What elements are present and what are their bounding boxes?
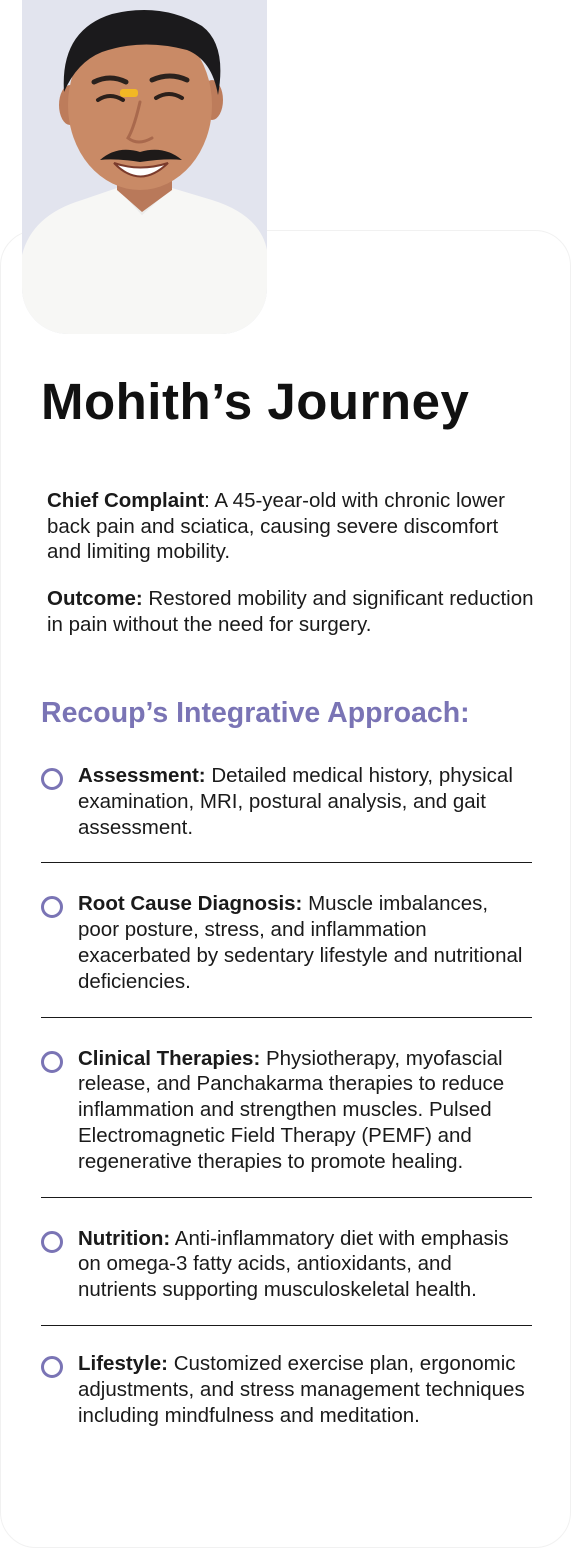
step-root-cause-diagnosis	[41, 891, 532, 994]
step-text: Physiotherapy, myofascial release, and Panchakarma therapies to reduce inflammation and strengthen muscles. Pulsed Electromagnetic Field Therapy (PEMF) and regenerative therapies to promote healing.	[78, 1046, 505, 1173]
step-label: Root Cause Diagnosis:	[78, 892, 303, 916]
approach-heading: Recoup’s Integrative Approach:	[41, 697, 470, 729]
page-title: Mohith’s Journey	[41, 373, 470, 430]
approach-steps-list	[41, 763, 532, 1428]
portrait-illustration	[22, 0, 267, 334]
profile-photo	[22, 0, 267, 334]
circle-outline-icon	[41, 1051, 63, 1073]
step-text: Detailed medical history, physical examination, MRI, postural analysis, and gait assessment.	[78, 764, 513, 839]
step-label: Assessment:	[78, 764, 206, 787]
outcome-label: Outcome:	[47, 587, 143, 610]
step-divider	[41, 1325, 532, 1326]
step-text: Muscle imbalances, poor posture, stress, and inflammation exacerbated by sedentary lifestyle and nutritional deficiencies.	[78, 892, 523, 993]
step-lifestyle	[41, 1351, 532, 1428]
outcome	[47, 586, 537, 637]
step-text: Customized exercise plan, ergonomic adjustments, and stress management techniques including mindfulness and meditation.	[78, 1351, 525, 1427]
chief-complaint	[47, 488, 537, 565]
step-label: Clinical Therapies:	[78, 1046, 261, 1070]
step-clinical-therapies	[41, 1046, 532, 1175]
chief-complaint-label: Chief Complaint	[47, 489, 205, 512]
outcome-text: Restored mobility and significant reduction in pain without the need for surgery.	[47, 587, 534, 636]
step-divider	[41, 1197, 532, 1198]
step-label: Lifestyle:	[78, 1351, 168, 1375]
circle-outline-icon	[41, 896, 63, 918]
circle-outline-icon	[41, 1356, 63, 1378]
step-assessment	[41, 763, 532, 840]
step-label: Nutrition:	[78, 1226, 171, 1250]
step-divider	[41, 1017, 532, 1018]
step-text: Anti-inflammatory diet with emphasis on omega-3 fatty acids, antioxidants, and nutrients supporting musculoskeletal health.	[78, 1226, 509, 1302]
circle-outline-icon	[41, 768, 63, 790]
circle-outline-icon	[41, 1231, 63, 1253]
step-divider	[41, 862, 532, 863]
step-nutrition	[41, 1226, 532, 1303]
chief-complaint-text: : A 45-year-old with chronic lower back pain and sciatica, causing severe discomfort and limiting mobility.	[47, 489, 505, 563]
